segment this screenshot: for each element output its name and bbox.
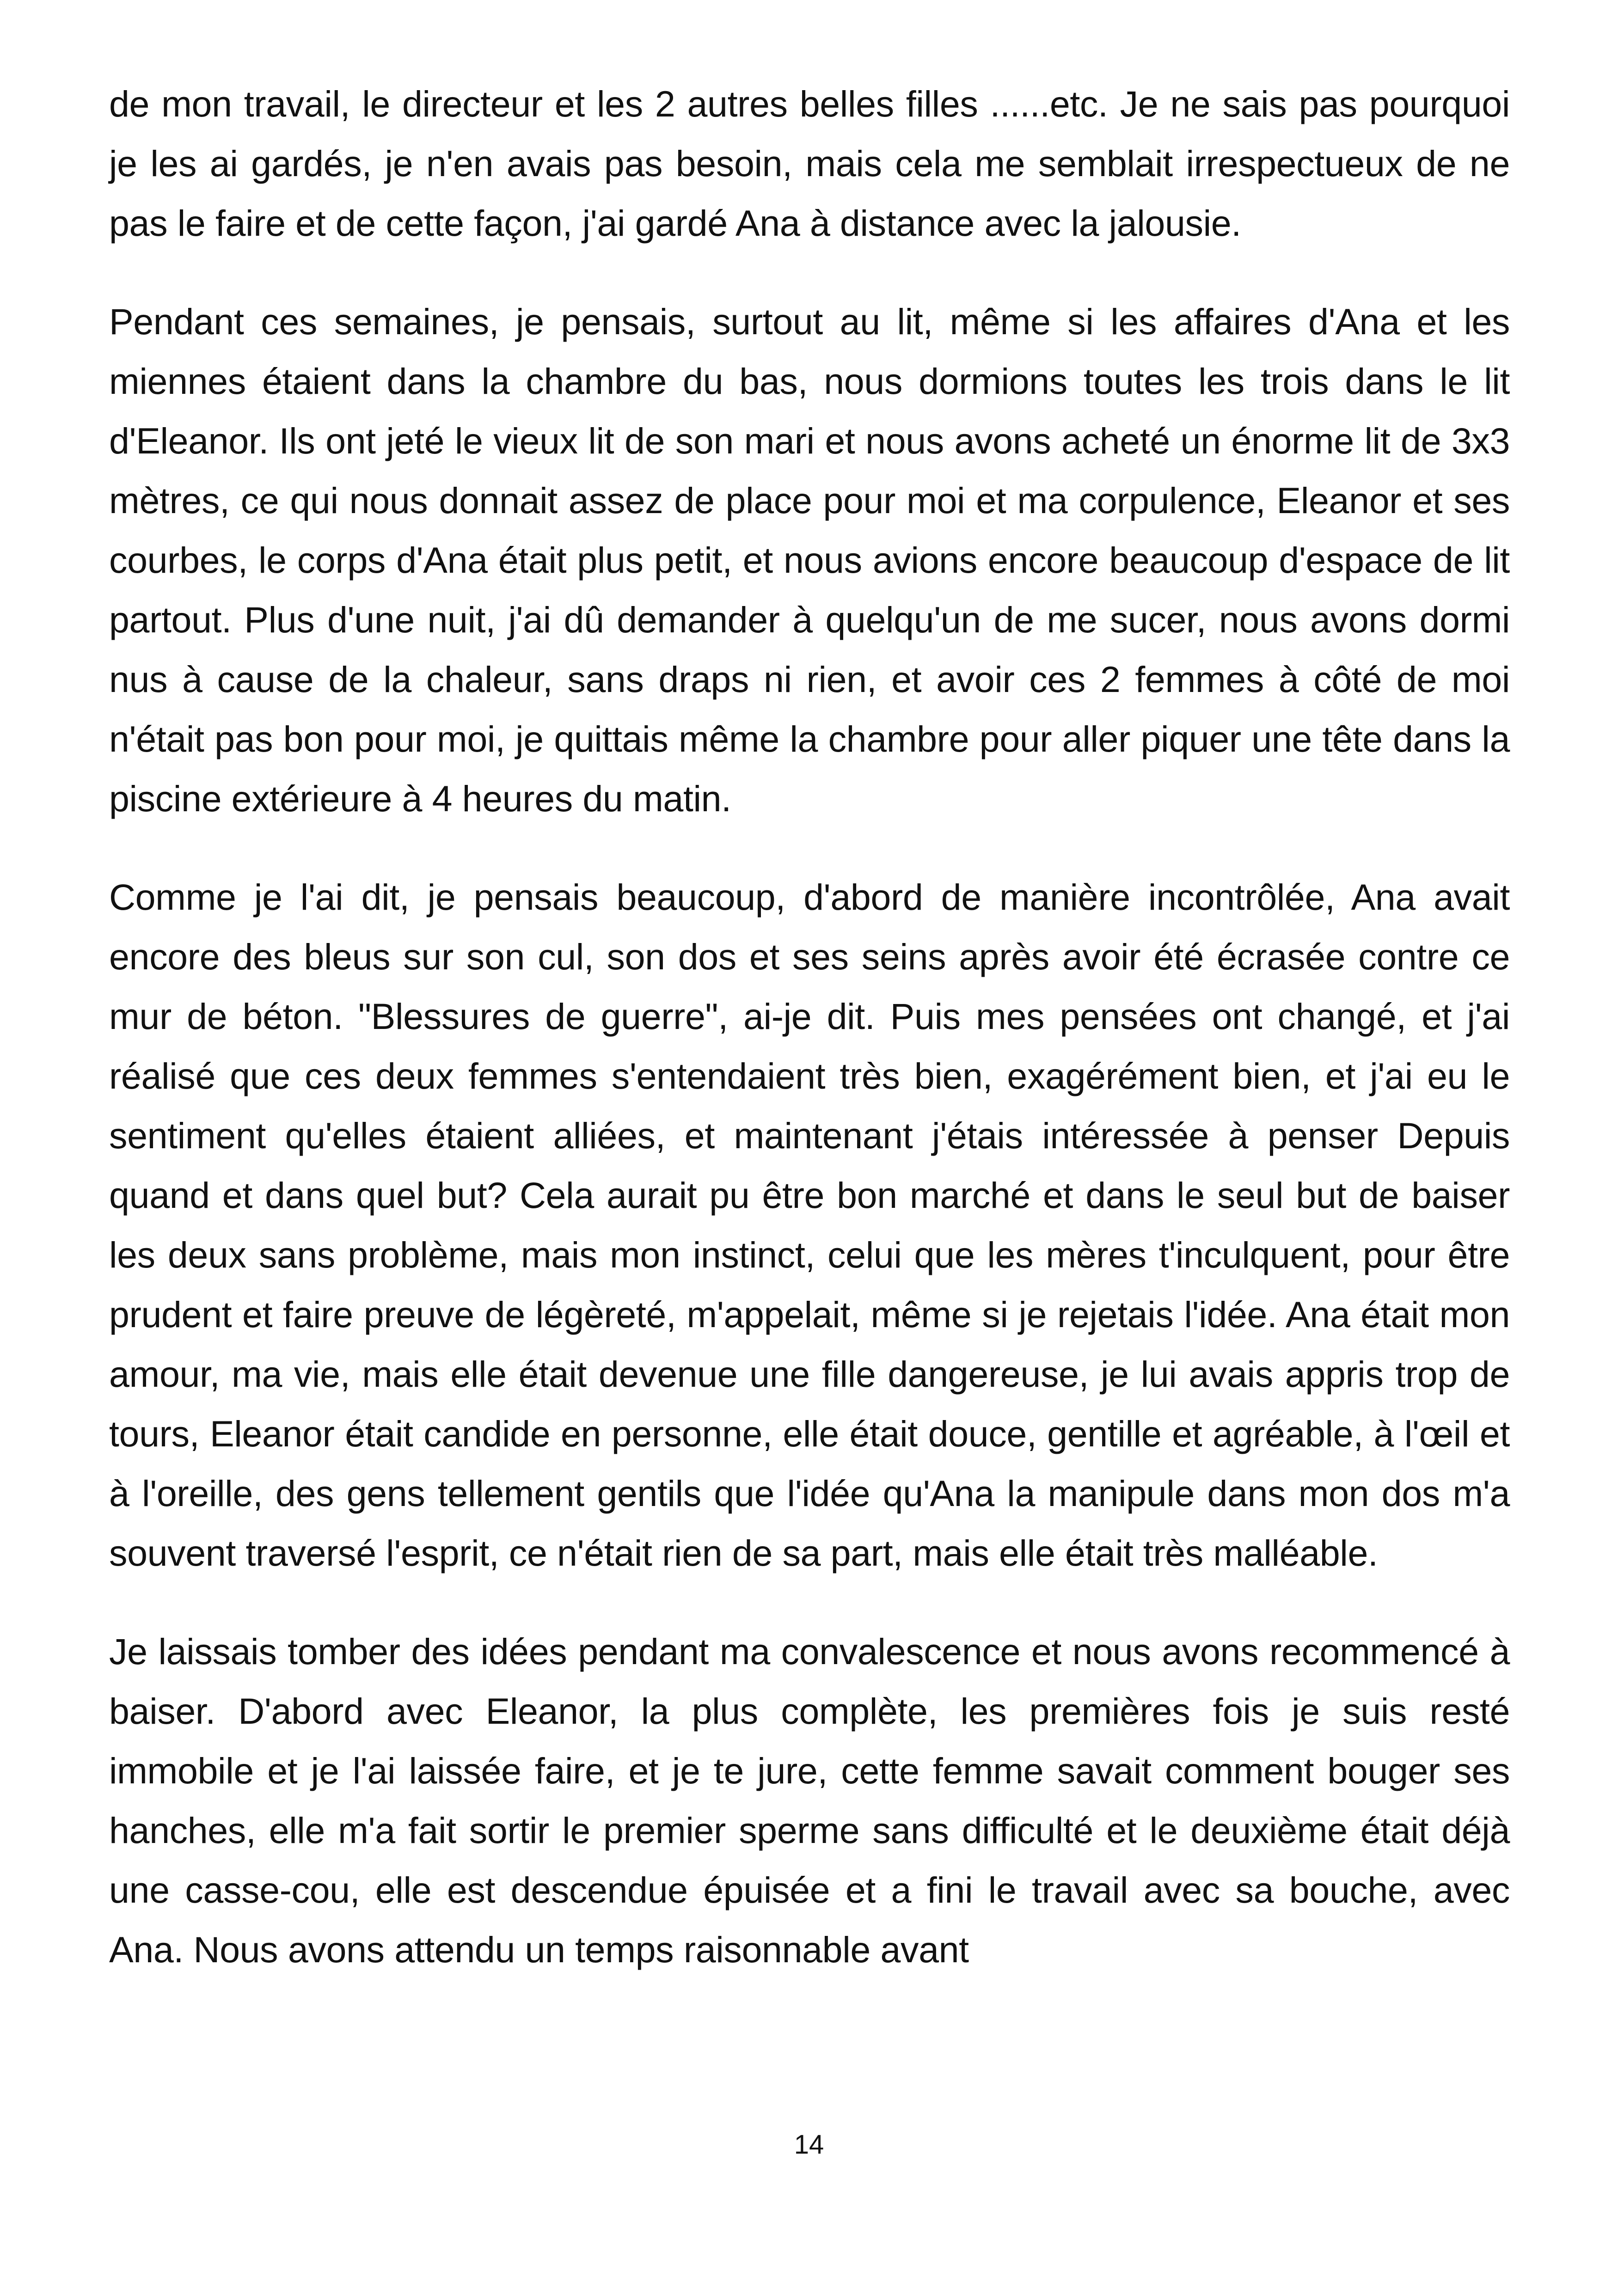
paragraph-2: Pendant ces semaines, je pensais, surtout au lit, même si les affaires d'Ana et les miennes étaient dans la chambre du bas, nous dormions toutes les trois dans le lit d'Eleanor. Ils ont jeté le vieux lit de son mari et nous avons acheté un énorme lit de 3x3 mètres, ce qui nous donnait assez de place pour moi et ma corpulence, Eleanor et ses courbes, le corps d'Ana était plus petit, et nous avions encore beaucoup d'espace de lit partout. Plus d'une nuit, j'ai dû demander à quelqu'un de me sucer, nous avons dormi nus à cause de la chaleur, sans draps ni rien, et avoir ces 2 femmes à côté de moi n'était pas bon pour moi, je quittais même la chambre pour aller piquer une tête dans la piscine extérieure à 4 heures du matin. [109, 301, 1510, 819]
page-number: 14 [794, 2130, 824, 2160]
paragraph-3: Comme je l'ai dit, je pensais beaucoup, d'abord de manière incontrôlée, Ana avait encore des bleus sur son cul, son dos et ses seins après avoir été écrasée contre ce mur de béton. "Blessures de guerre", ai-je dit. Puis mes pensées ont changé, et j'ai réalisé que ces deux femmes s'entendaient très bien, exagérément bien, et j'ai eu le sentiment qu'elles étaient alliées, et maintenant j'étais intéressée à penser Depuis quand et dans quel but? Cela aurait pu être bon marché et dans le seul but de baiser les deux sans problème, mais mon instinct, celui que les mères t'inculquent, pour être prudent et faire preuve de légèreté, m'appelait, même si je rejetais l'idée. Ana était mon amour, ma vie, mais elle était devenue une fille dangereuse, je lui avais appris trop de tours, Eleanor était candide en personne, elle était douce, gentille et agréable, à l'œil et à l'oreille, des gens tellement gentils que l'idée qu'Ana la manipule dans mon dos m'a souvent traversé l'esprit, ce n'était rien de sa part, mais elle était très malléable. [109, 876, 1510, 1574]
paragraph-1: de mon travail, le directeur et les 2 autres belles filles ......etc. Je ne sais pas pourquoi je les ai gardés, je n'en avais pas besoin, mais cela me semblait irrespectueux de ne pas le faire et de cette façon, j'ai gardé Ana à distance avec la jalousie. [109, 83, 1510, 244]
body-text [109, 74, 1510, 1979]
paragraph-4: Je laissais tomber des idées pendant ma convalescence et nous avons recommencé à baiser. D'abord avec Eleanor, la plus complète, les premières fois je suis resté immobile et je l'ai laissée faire, et je te jure, cette femme savait comment bouger ses hanches, elle m'a fait sortir le premier sperme sans difficulté et le deuxième était déjà une casse-cou, elle est descendue épuisée et a fini le travail avec sa bouche, avec Ana. Nous avons attendu un temps raisonnable avant [109, 1631, 1510, 1970]
